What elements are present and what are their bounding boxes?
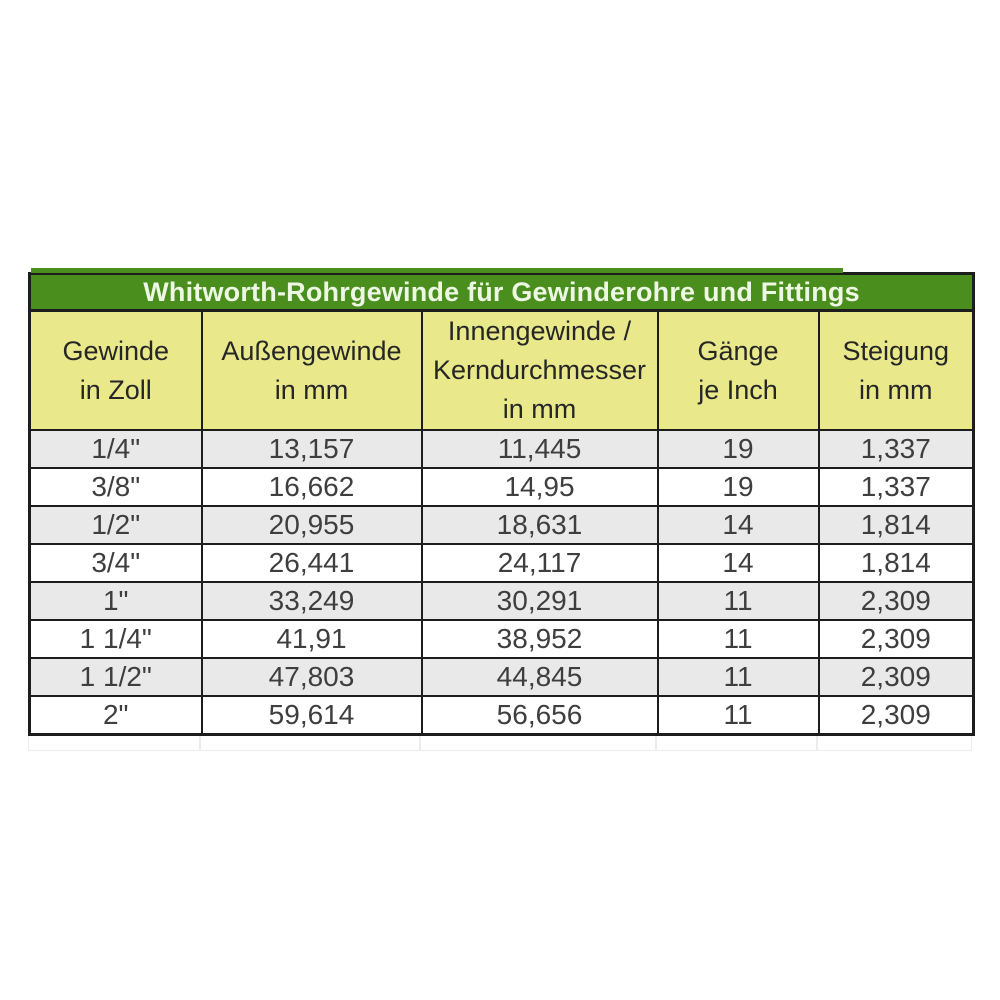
cell-outer-mm: 26,441 [202, 544, 422, 582]
cell-tpi: 14 [658, 506, 819, 544]
cell-size-zoll: 1" [30, 582, 202, 620]
cell-pitch-mm: 1,814 [819, 544, 974, 582]
cell-inner-mm: 30,291 [422, 582, 658, 620]
whitworth-thread-table [28, 272, 975, 736]
cell-pitch-mm: 2,309 [819, 658, 974, 696]
cell-pitch-mm: 2,309 [819, 620, 974, 658]
column-header-gewinde-zoll: Gewinde in Zoll [30, 311, 202, 431]
table-row [30, 582, 974, 620]
cell-outer-mm: 59,614 [202, 696, 422, 734]
cell-pitch-mm: 2,309 [819, 696, 974, 734]
cell-inner-mm: 18,631 [422, 506, 658, 544]
cell-inner-mm: 44,845 [422, 658, 658, 696]
column-header-innengewinde: Innengewinde / Kerndurchmesser in mm [422, 311, 658, 431]
table-row [30, 620, 974, 658]
cell-size-zoll: 1/2" [30, 506, 202, 544]
cell-tpi: 11 [658, 696, 819, 734]
cell-outer-mm: 16,662 [202, 468, 422, 506]
cell-outer-mm: 20,955 [202, 506, 422, 544]
cell-inner-mm: 14,95 [422, 468, 658, 506]
cell-tpi: 19 [658, 468, 819, 506]
cell-outer-mm: 47,803 [202, 658, 422, 696]
cell-size-zoll: 3/8" [30, 468, 202, 506]
cell-outer-mm: 33,249 [202, 582, 422, 620]
cell-tpi: 11 [658, 620, 819, 658]
thread-table-container [28, 268, 972, 751]
cell-inner-mm: 56,656 [422, 696, 658, 734]
cell-tpi: 11 [658, 658, 819, 696]
cell-inner-mm: 38,952 [422, 620, 658, 658]
cell-inner-mm: 24,117 [422, 544, 658, 582]
cell-outer-mm: 13,157 [202, 430, 422, 468]
cell-tpi: 19 [658, 430, 819, 468]
table-row [30, 658, 974, 696]
cell-size-zoll: 3/4" [30, 544, 202, 582]
cell-size-zoll: 1/4" [30, 430, 202, 468]
table-row [30, 506, 974, 544]
cell-pitch-mm: 1,814 [819, 506, 974, 544]
cell-pitch-mm: 1,337 [819, 468, 974, 506]
column-header-steigung: Steigung in mm [819, 311, 974, 431]
cell-size-zoll: 1 1/4" [30, 620, 202, 658]
cell-size-zoll: 1 1/2" [30, 658, 202, 696]
table-row [30, 544, 974, 582]
table-row [30, 468, 974, 506]
column-header-aussengewinde: Außengewinde in mm [202, 311, 422, 431]
cell-tpi: 14 [658, 544, 819, 582]
table-row [30, 430, 974, 468]
cell-tpi: 11 [658, 582, 819, 620]
table-title: Whitworth-Rohrgewinde für Gewinderohre und Fittings [30, 274, 974, 311]
column-header-gaenge: Gänge je Inch [658, 311, 819, 431]
cell-outer-mm: 41,91 [202, 620, 422, 658]
cell-size-zoll: 2" [30, 696, 202, 734]
cell-pitch-mm: 1,337 [819, 430, 974, 468]
cell-inner-mm: 11,445 [422, 430, 658, 468]
table-row [30, 696, 974, 734]
title-row [30, 274, 974, 311]
table-bottom-ghost-artifact [28, 736, 972, 751]
cell-pitch-mm: 2,309 [819, 582, 974, 620]
header-row [30, 311, 974, 431]
table-top-green-bleed [31, 268, 843, 273]
